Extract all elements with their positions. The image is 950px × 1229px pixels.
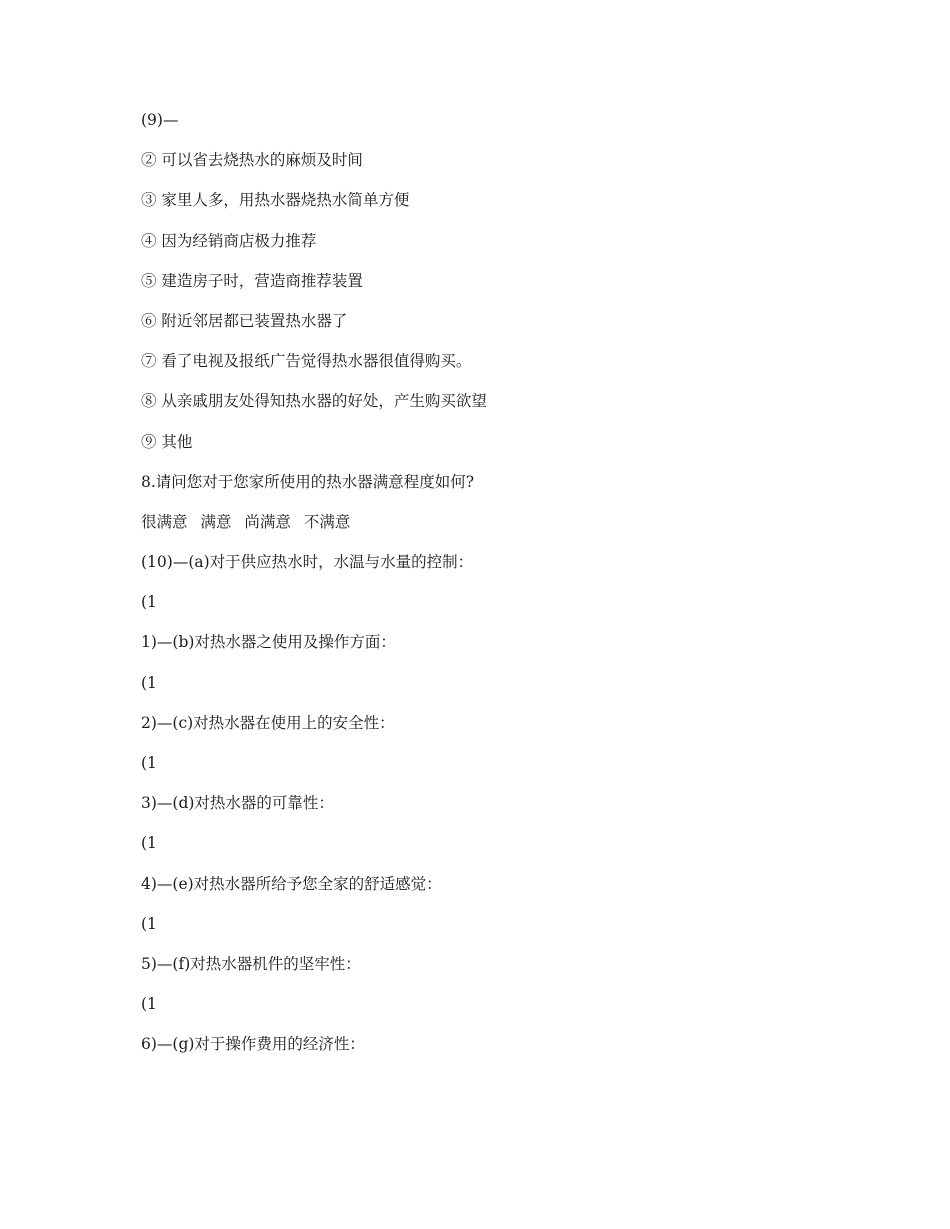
option-2: ② 可以省去烧热水的麻烦及时间: [141, 151, 363, 170]
item-g: 6)—(g)对于操作费用的经济性：: [141, 1035, 365, 1054]
item-code: (1: [141, 673, 157, 692]
option-9: ⑨ 其他: [141, 432, 193, 451]
option-5: ⑤ 建造房子时，营造商推荐装置: [141, 271, 363, 290]
rating-satisfied: 满意: [200, 512, 232, 531]
item-f: 5)—(f)对热水器机件的坚牢性：: [141, 954, 361, 973]
option-8: ⑧ 从亲戚朋友处得知热水器的好处，产生购买欲望: [141, 392, 487, 411]
option-6: ⑥ 附近邻居都已装置热水器了: [141, 311, 348, 330]
option-4: ④ 因为经销商店极力推荐: [141, 231, 317, 250]
option-7: ⑦ 看了电视及报纸广告觉得热水器很值得购买。: [141, 352, 472, 371]
question-9-code: (9)—: [141, 111, 179, 129]
rating-fairly-satisfied: 尚满意: [244, 512, 291, 531]
rating-not-satisfied: 不满意: [303, 512, 351, 531]
item-d: 3)—(d)对热水器的可靠性：: [141, 794, 334, 813]
rating-scale: [141, 502, 861, 542]
item-code: (1: [141, 593, 157, 612]
item-code: (1: [141, 754, 157, 772]
item-a: (10)—(a)对于供应热水时，水温与水量的控制：: [141, 553, 474, 572]
item-code: (1: [141, 995, 157, 1014]
rating-very-satisfied: 很满意: [141, 512, 188, 531]
item-b: 1)—(b)对热水器之使用及操作方面：: [141, 633, 396, 652]
question-8-title: 8.请问您对于您家所使用的热水器满意程度如何?: [141, 472, 475, 491]
option-3: ③ 家里人多，用热水器烧热水简单方便: [141, 191, 410, 210]
item-code: (1: [141, 914, 157, 933]
document-page: [141, 100, 861, 1065]
item-c: 2)—(c)对热水器在使用上的安全性：: [141, 713, 395, 732]
item-code: (1: [141, 834, 157, 853]
item-e: 4)—(e)对热水器所给予您全家的舒适感觉：: [141, 874, 442, 893]
